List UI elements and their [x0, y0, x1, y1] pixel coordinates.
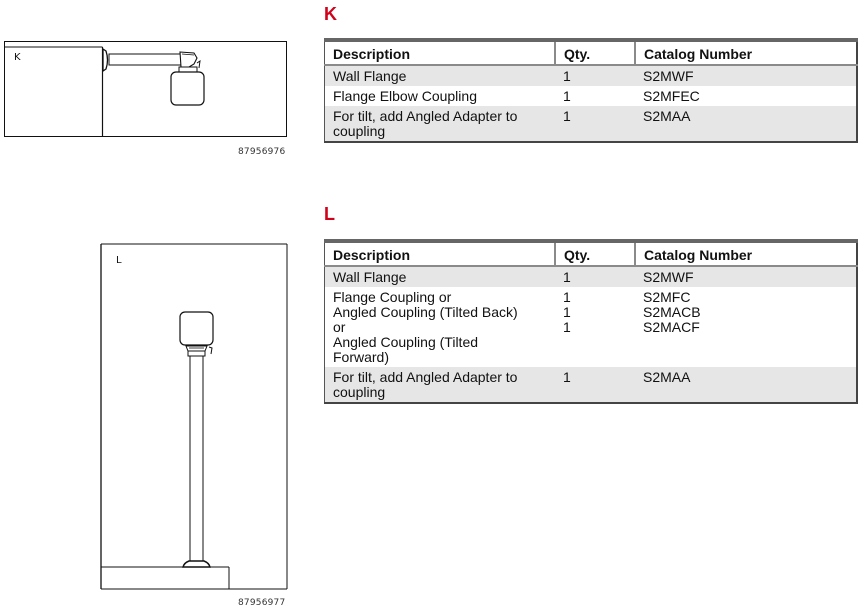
qty-cell: 1 [555, 266, 635, 287]
table-row [325, 106, 858, 142]
catalog-number-cell: S2MFEC [635, 86, 857, 106]
figure-number-k: 87956976 [238, 147, 286, 157]
table-row [325, 86, 858, 106]
catalog-number-cell: S2MWF [635, 65, 857, 86]
qty-cell: 1 [555, 367, 635, 403]
catalog-number-cell: S2MAA [635, 367, 857, 403]
parts-table-l [324, 239, 858, 404]
catalog-number-cell: S2MFC S2MACB S2MACF [635, 287, 857, 367]
catalog-number-cell: S2MWF [635, 266, 857, 287]
table-row [325, 287, 858, 367]
diagram-k-label: K [14, 52, 21, 63]
description-cell: Wall Flange [325, 266, 556, 287]
table-row [325, 266, 858, 287]
figure-number-l: 87956977 [238, 598, 286, 608]
section-heading-k: K [324, 4, 337, 24]
description-cell: Flange Elbow Coupling [325, 86, 556, 106]
wall-mount-illustration [4, 41, 288, 138]
column-header-description: Description [325, 241, 556, 266]
column-header-qty: Qty. [555, 241, 635, 266]
table-row [325, 367, 858, 403]
description-cell: Flange Coupling or Angled Coupling (Tilted Back) or Angled Coupling (Tilted Forward) [325, 287, 556, 367]
description-cell: Wall Flange [325, 65, 556, 86]
table-header-row [325, 40, 858, 65]
column-header-description: Description [325, 40, 556, 65]
description-cell: For tilt, add Angled Adapter to coupling [325, 106, 556, 142]
parts-table-k [324, 38, 858, 143]
table-row [325, 65, 858, 86]
qty-cell: 1 [555, 106, 635, 142]
qty-cell: 1 1 1 [555, 287, 635, 367]
column-header-catalog-number: Catalog Number [635, 241, 857, 266]
floor-mount-illustration [100, 243, 290, 591]
diagram-l-label: L [116, 255, 122, 266]
diagram-l [100, 243, 290, 591]
qty-cell: 1 [555, 86, 635, 106]
catalog-number-cell: S2MAA [635, 106, 857, 142]
description-cell: For tilt, add Angled Adapter to coupling [325, 367, 556, 403]
section-heading-l: L [324, 204, 335, 224]
diagram-k [4, 41, 288, 138]
table-header-row [325, 241, 858, 266]
column-header-catalog-number: Catalog Number [635, 40, 857, 65]
qty-cell: 1 [555, 65, 635, 86]
column-header-qty: Qty. [555, 40, 635, 65]
